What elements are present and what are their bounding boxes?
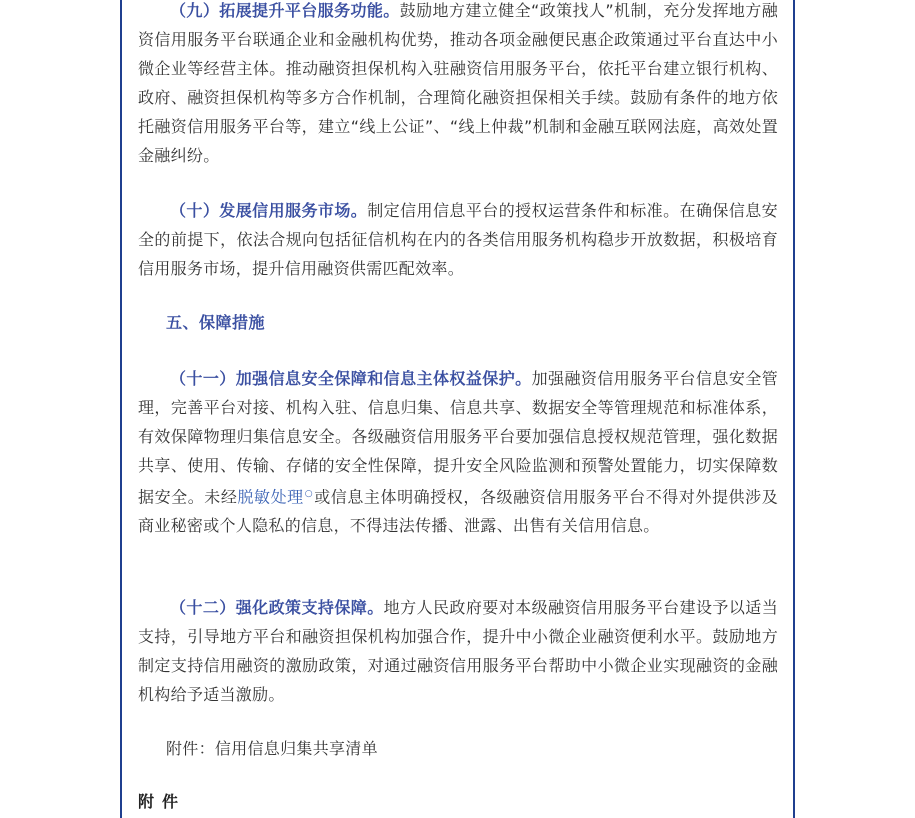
attachment-line: 附件：信用信息归集共享清单 xyxy=(166,739,378,758)
document-frame xyxy=(120,0,795,818)
paragraph-12 xyxy=(138,593,778,709)
desensitization-link[interactable]: 脱敏处理 xyxy=(237,487,304,507)
paragraph-9-lead: （九）拓展提升平台服务功能。 xyxy=(170,1,400,20)
paragraph-11 xyxy=(138,364,778,540)
paragraph-10-lead: （十）发展信用服务市场。 xyxy=(170,201,368,220)
paragraph-11-lead: （十一）加强信息安全保障和信息主体权益保护。 xyxy=(170,369,532,388)
paragraph-9 xyxy=(138,0,778,170)
paragraph-10-body: 制定信用信息平台的授权运营条件和标准。在确保信息安全的前提下，依法合规向包括征信机构在内的各类信用服务机构稳步开放数据，积极培育信用服务市场，提升信用融资供需匹配效率。 xyxy=(138,201,778,278)
paragraph-11-body-after-link: 或信息主体明确授权，各级融资信用服务平台不得对外提供涉及商业秘密或个人隐私的信息，不得违法传播、泄露、出售有关信用信息。 xyxy=(138,487,779,536)
appendix-title: 附件 xyxy=(138,792,187,811)
paragraph-9-body: 鼓励地方建立健全“政策找人”机制，充分发挥地方融资信用服务平台联通企业和金融机构优势，推动各项金融便民惠企政策通过平台直达中小微企业等经营主体。推动融资担保机构入驻融资信用服务平台，依托平台建立银行机构、政府、融资担保机构等多方合作机制，合理简化融资担保相关手续。鼓励有条件的地方依托融资信用服务平台等，建立“线上公证”、“线上仲裁”机制和金融互联网法庭，高效处置金融纠纷。 xyxy=(138,1,779,165)
paragraph-12-body: 地方人民政府要对本级融资信用服务平台建设予以适当支持，引导地方平台和融资担保机构加强合作，提升中小微企业融资便利水平。鼓励地方制定支持信用融资的激励政策，对通过融资信用服务平台帮助中小微企业实现融资的金融机构给予适当激励。 xyxy=(138,598,778,704)
paragraph-11-body-before-link: 加强融资信用服务平台信息安全管理，完善平台对接、机构入驻、信息归集、信息共享、数据安全等管理规范和标准体系，有效保障物理归集信息安全。各级融资信用服务平台要加强信息授权规范管理，强化数据共享、使用、传输、存储的安全性保障，提升安全风险监测和预警处置能力，切实保障数据安全。未经 xyxy=(138,369,778,507)
paragraph-10 xyxy=(138,196,778,283)
link-search-icon[interactable]: ○ xyxy=(304,489,314,499)
paragraph-12-lead: （十二）强化政策支持保障。 xyxy=(170,598,384,617)
section-5-title: 五、保障措施 xyxy=(166,313,266,332)
